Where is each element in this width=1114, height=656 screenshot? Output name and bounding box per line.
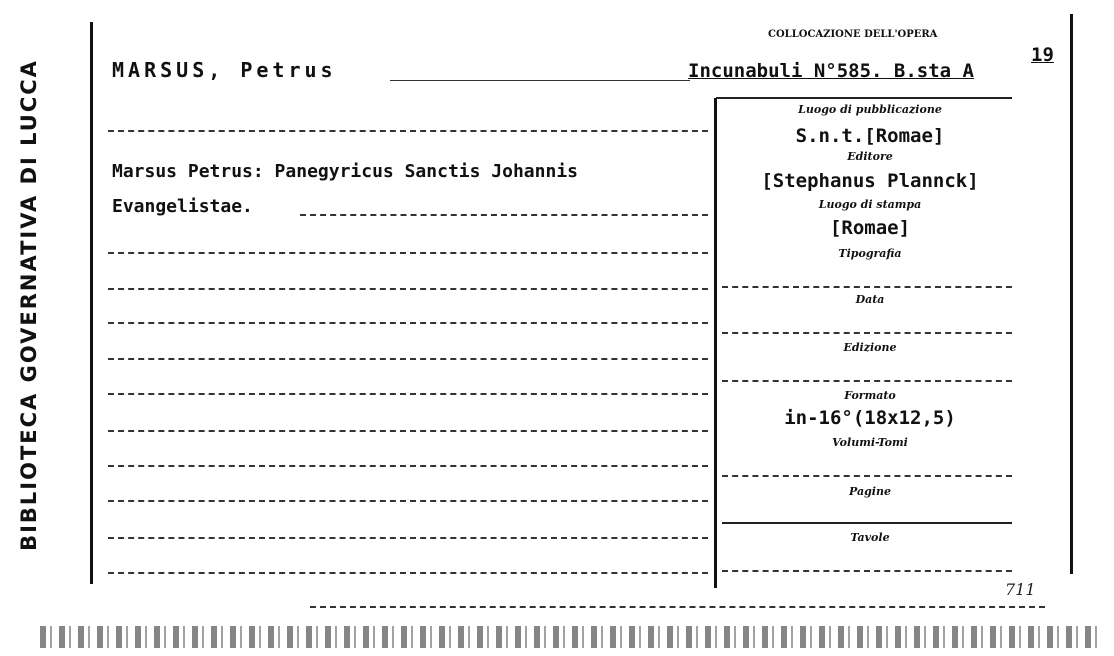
- editore-label: Editore: [847, 150, 893, 163]
- ruled-line: [108, 393, 708, 395]
- title-line-2-dash: [300, 214, 708, 216]
- ruled-line: [108, 288, 708, 290]
- editore-value: [Stephanus Plannck]: [761, 170, 979, 192]
- handwritten-note: 711: [1005, 580, 1036, 599]
- left-margin-rule: [90, 22, 93, 584]
- fields-column-rule: [714, 98, 717, 588]
- collocazione-label: COLLOCAZIONE DELL'OPERA: [768, 29, 938, 40]
- ruled-line: [108, 465, 708, 467]
- ruled-line: [108, 322, 708, 324]
- shelfmark-number: 19: [1031, 44, 1054, 66]
- tavole-label: Tavole: [850, 531, 890, 544]
- field-rule: [722, 522, 1012, 524]
- bottom-rule: [310, 606, 1045, 608]
- field-rule: [722, 332, 1012, 334]
- library-name: BIBLIOTECA GOVERNATIVA DI LUCCA: [17, 59, 42, 551]
- luogo-stampa-value: [Romae]: [829, 217, 911, 239]
- luogo-pubblicazione-value: S.n.t.[Romae]: [795, 125, 945, 147]
- ruled-line: [108, 430, 708, 432]
- pagine-label: Pagine: [849, 485, 891, 498]
- right-edge-rule: [1070, 14, 1073, 574]
- ruled-line: [108, 537, 708, 539]
- luogo-pubblicazione-label: Luogo di pubblicazione: [798, 103, 942, 116]
- field-rule: [722, 380, 1012, 382]
- data-label: Data: [855, 293, 885, 306]
- scan-noise-strip: [40, 626, 1100, 648]
- volumi-label: Volumi-Tomi: [832, 436, 908, 449]
- header-rule: [716, 97, 1012, 99]
- ruled-line: [108, 252, 708, 254]
- edizione-label: Edizione: [843, 341, 897, 354]
- formato-label: Formato: [844, 389, 896, 402]
- luogo-stampa-label: Luogo di stampa: [818, 198, 922, 211]
- author-heading: MARSUS, Petrus: [112, 58, 337, 82]
- blank-line-1: [108, 130, 708, 132]
- ruled-line: [108, 500, 708, 502]
- title-line-2: Evangelistae.: [112, 196, 253, 217]
- title-line-1: Marsus Petrus: Panegyricus Sanctis Johannis: [112, 161, 578, 182]
- formato-value: in-16°(18x12,5): [784, 407, 956, 429]
- tipografia-label: Tipografia: [838, 247, 902, 260]
- field-rule: [722, 286, 1012, 288]
- author-underline: [390, 80, 690, 81]
- field-rule: [722, 475, 1012, 477]
- ruled-line: [108, 572, 708, 574]
- library-vertical-label: [4, 20, 54, 590]
- field-rule: [722, 570, 1012, 572]
- ruled-line: [108, 358, 708, 360]
- shelfmark: Incunabuli N°585. B.sta A: [688, 60, 974, 82]
